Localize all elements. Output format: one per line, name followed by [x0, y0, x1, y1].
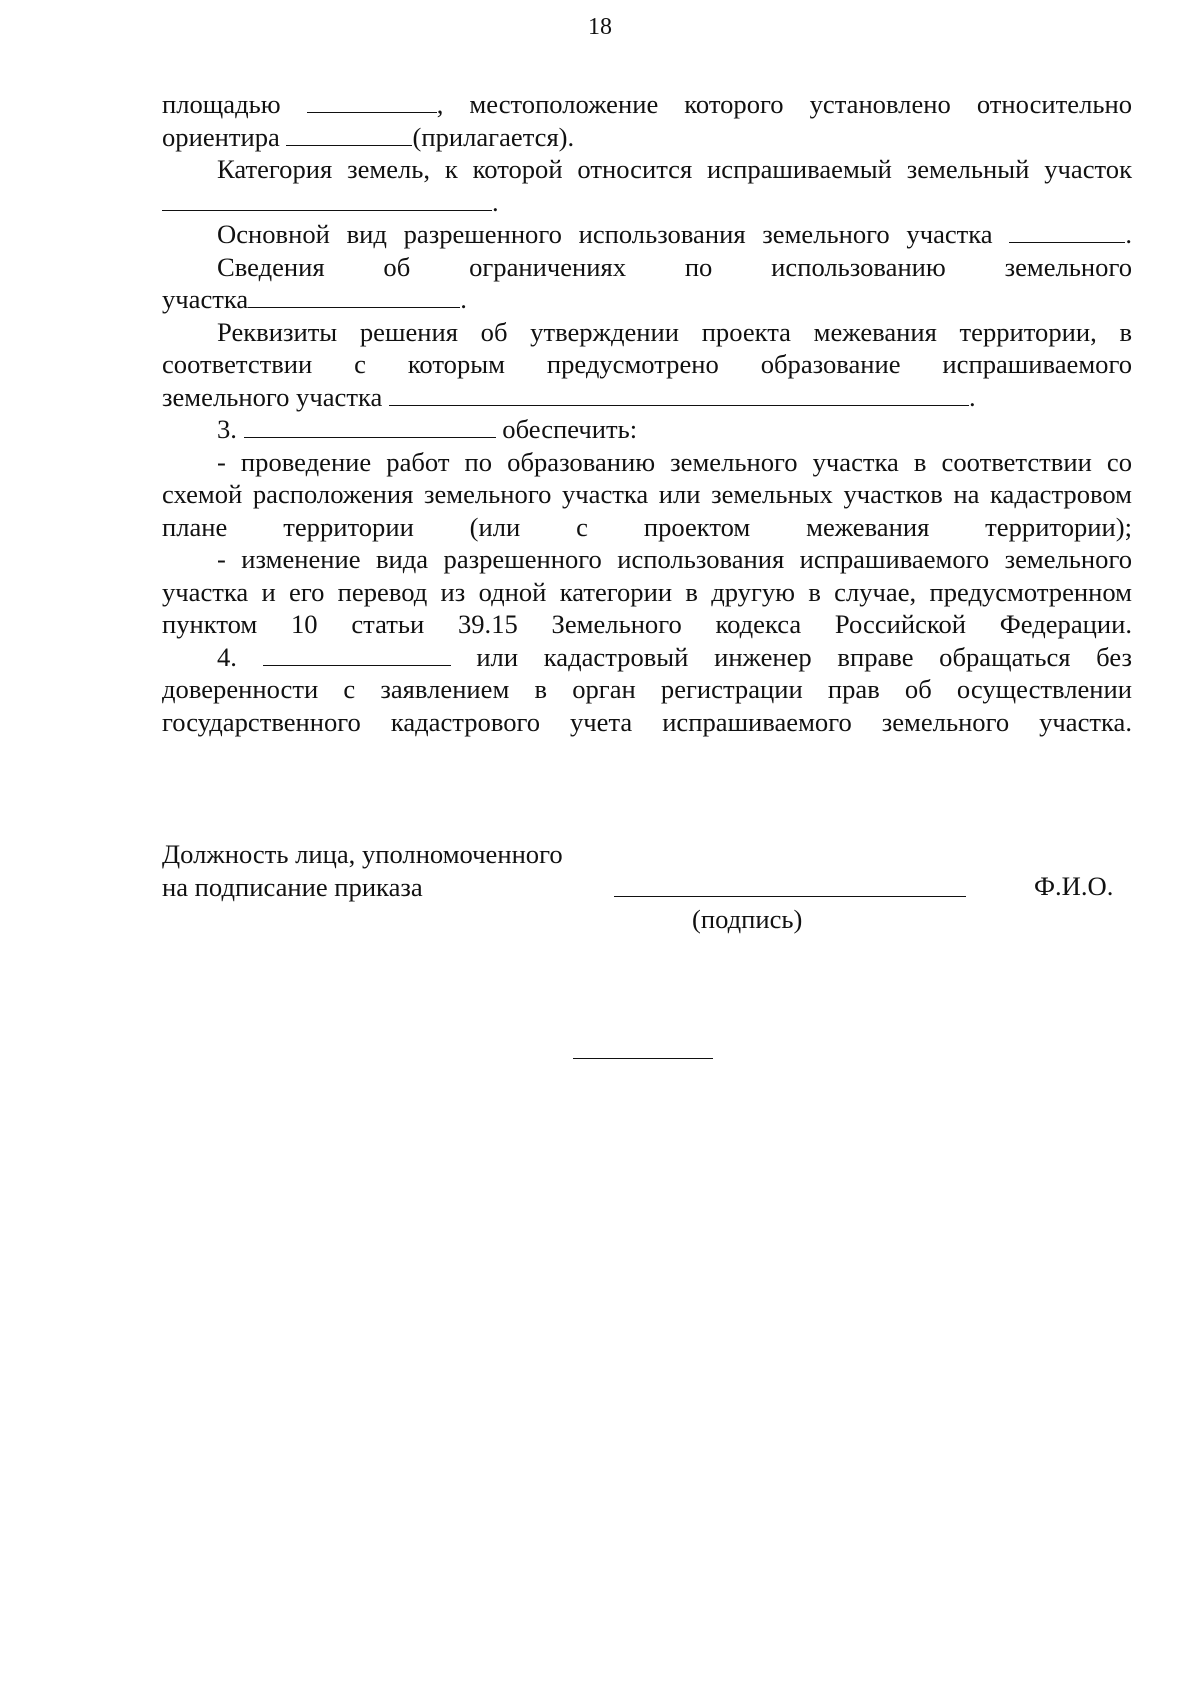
blank-land-category-field[interactable] [162, 188, 492, 211]
text-attached: (прилагается). [412, 121, 575, 152]
item-number-4: 4. [217, 641, 237, 672]
paragraph-land-category-blank [162, 186, 1132, 219]
blank-permitted-use-field[interactable] [1009, 220, 1125, 243]
paragraph-restrictions-blank [162, 283, 1132, 316]
paragraph-item-4 [162, 641, 1132, 739]
blank-landmark-field[interactable] [286, 123, 412, 146]
period: . [460, 284, 467, 314]
paragraph-survey-project-blank [162, 381, 1132, 414]
item-number-3: 3. [217, 414, 237, 444]
end-divider [573, 1058, 713, 1059]
blank-applicant-field[interactable] [263, 643, 451, 666]
text-land-plot: земельного участка [162, 381, 383, 412]
paragraph-permitted-use [162, 218, 1132, 251]
period: . [1125, 219, 1132, 249]
period: . [968, 381, 976, 412]
paragraph-landmark [162, 121, 1132, 154]
signatory-position [162, 838, 563, 903]
paragraph-land-category [162, 153, 1132, 186]
text-plot: участка [162, 284, 249, 314]
text-change-use: - изменение вида разрешенного использования испрашиваемого земельного участка и его перевод из одной категории в другую в случае, предусмотренном пунктом 10 статьи 39.15 Земельного кодекса Российской Федерации. [162, 544, 1132, 639]
paragraph-survey-project [162, 316, 1132, 381]
blank-area-field[interactable] [307, 90, 437, 113]
blank-survey-project-field[interactable] [389, 383, 969, 406]
signatory-position-line-2: на подписание приказа [162, 871, 423, 902]
signatory-name: Ф.И.О. [1034, 871, 1114, 901]
period: . [492, 186, 499, 217]
text-cadastral-engineer: или кадастровый инженер вправе обращаться без доверенности с заявлением в орган регистрации прав об осуществлении государственного кадастрового учета испрашиваемого земельного участка. [162, 641, 1132, 737]
text-area-label: площадью [162, 89, 281, 119]
document-body [162, 88, 1132, 738]
signature-line[interactable] [614, 896, 966, 897]
blank-restrictions-field[interactable] [248, 285, 460, 308]
text-ensure: обеспечить: [502, 414, 638, 444]
paragraph-change-use [162, 543, 1132, 641]
signature-caption: (подпись) [692, 904, 803, 934]
text-land-category: Категория земель, к которой относится испрашиваемый земельный участок [217, 154, 1132, 184]
paragraph-works [162, 446, 1132, 544]
paragraph-restrictions [162, 251, 1132, 284]
page-number: 18 [588, 14, 612, 40]
blank-responsible-party-field[interactable] [244, 415, 496, 438]
signatory-position-line-1: Должность лица, уполномоченного [162, 839, 563, 869]
text-restrictions: Сведения об ограничениях по использованию земельного [217, 251, 1132, 282]
paragraph-area [162, 88, 1132, 121]
text-survey-project: Реквизиты решения об утверждении проекта межевания территории, в соответствии с которым предусмотрено образование испрашиваемого [162, 316, 1132, 379]
text-landmark-label: ориентира [162, 121, 280, 152]
text-location: , местоположение которого установлено относительно [436, 89, 1132, 119]
text-permitted-use: Основной вид разрешенного использования земельного участка [217, 219, 993, 249]
text-works: - проведение работ по образованию земельного участка в соответствии со схемой расположения земельного участка или земельных участков на кадастровом плане территории (или с проектом межевания территории); [162, 446, 1132, 542]
paragraph-item-3 [162, 413, 1132, 446]
